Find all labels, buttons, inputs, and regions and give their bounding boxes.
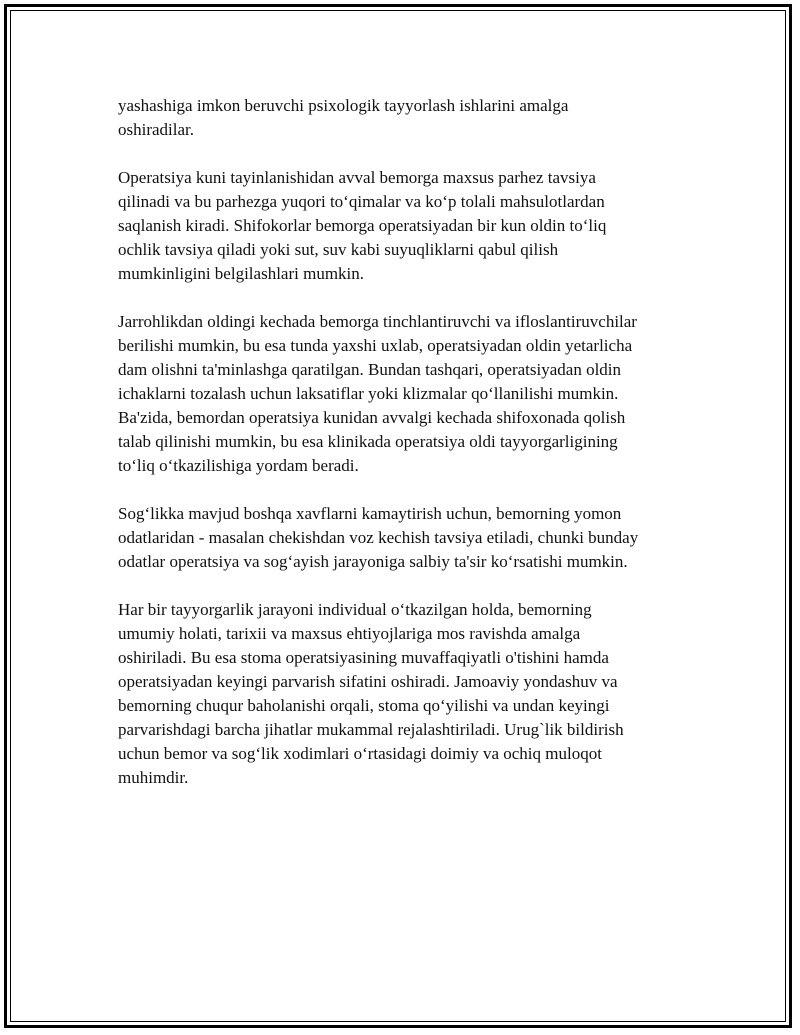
paragraph-2: Operatsiya kuni tayinlanishidan avval bemorga maxsus parhez tavsiya qilinadi va bu parhezga yuqori to‘qimalar va ko‘p tolali mahsulotlardan saqlanish kiradi. Shifokorlar bemorga operatsiyadan bir kun oldin to‘liq ochlik tavsiya qiladi yoki sut, suv kabi suyuqliklarni qabul qilish mumkinligini belgilashlari mumkin. <box>118 168 607 283</box>
paragraph-3: Jarrohlikdan oldingi kechada bemorga tinchlantiruvchi va ifloslantiruvchilar berilishi mumkin, bu esa tunda yaxshi uxlab, operatsiyadan oldin yetarlicha dam olishni ta'minlashga qaratilgan. Bundan tashqari, operatsiyadan oldin ichaklarni tozalash uchun laksatiflar yoki klizmalar qo‘llanilishi mumkin. Ba'zida, bemordan operatsiya kunidan avvalgi kechada shifoxonada qolish talab qilinishi mumkin, bu esa klinikada operatsiya oldi tayyorgarligining to‘liq o‘tkazilishiga yordam beradi. <box>118 312 637 475</box>
paragraph-4: Sog‘likka mavjud boshqa xavflarni kamaytirish uchun, bemorning yomon odatlaridan - masalan chekishdan voz kechish tavsiya etiladi, chunki bunday odatlar operatsiya va sog‘ayish jarayoniga salbiy ta'sir ko‘rsatishi mumkin. <box>118 504 639 571</box>
paragraph-5: Har bir tayyorgarlik jarayoni individual o‘tkazilgan holda, bemorning umumiy holati, tarixii va maxsus ehtiyojlariga mos ravishda amalga oshiriladi. Bu esa stoma operatsiyasining muvaffaqiyatli o'tishini hamda operatsiyadan keyingi parvarish sifatini oshiradi. Jamoaviy yondashuv va bemorning chuqur baholanishi orqali, stoma qo‘yilishi va undan keyingi parvarishdagi barcha jihatlar mukammal rejalashtiriladi. Urug`lik bildirish uchun bemor va sog‘lik xodimlari o‘rtasidagi doimiy va ochiq muloqot muhimdir. <box>118 600 624 787</box>
paragraph-1: yashashiga imkon beruvchi psixologik tayyorlash ishlarini amalga oshiradilar. <box>118 96 569 139</box>
document-body <box>118 94 718 814</box>
